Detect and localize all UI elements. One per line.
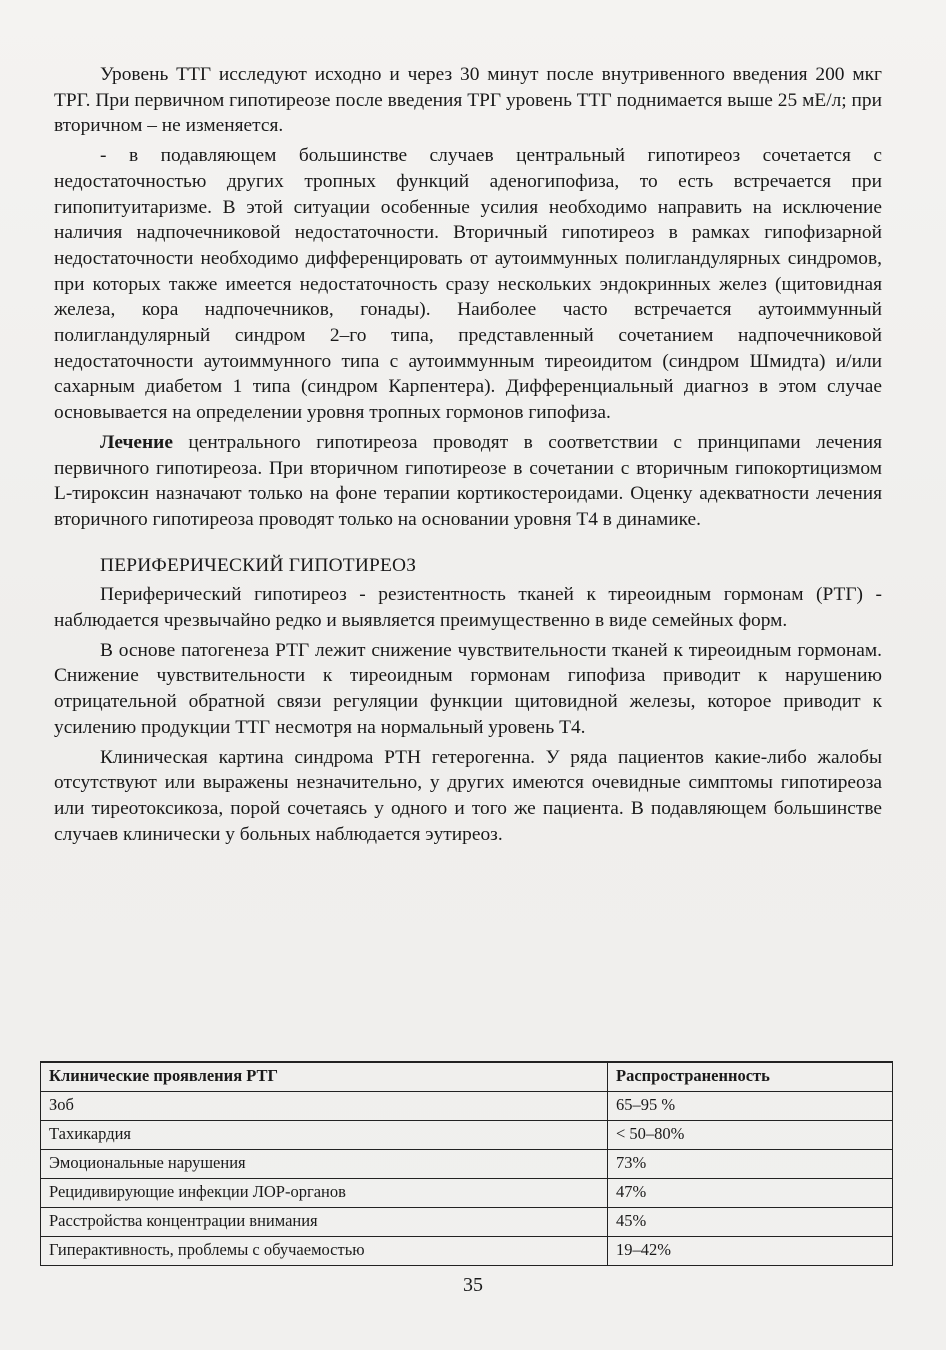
- table-header-row: [41, 1062, 893, 1092]
- table-cell-manifestation: Зоб: [41, 1092, 608, 1121]
- table-header-prevalence: Распространенность: [608, 1062, 893, 1092]
- treatment-lead: Лечение: [100, 431, 173, 453]
- table-cell-manifestation: Гиперактивность, проблемы с обучаемостью: [41, 1237, 608, 1266]
- table-row: [41, 1121, 893, 1150]
- table-row: [41, 1092, 893, 1121]
- table-row: [41, 1150, 893, 1179]
- section-heading: ПЕРИФЕРИЧЕСКИЙ ГИПОТИРЕОЗ: [100, 554, 417, 576]
- table-row: [41, 1179, 893, 1208]
- paragraph-ttg-test: Уровень ТТГ исследуют исходно и через 30 минут после внутривенного введения 200 мкг ТРГ. При первичном гипотиреозе после введения ТРГ уровень ТТГ поднимается выше 25 мЕ/л; при вторичном – не изменяется.: [54, 64, 882, 137]
- table-cell-prevalence: 19–42%: [608, 1237, 893, 1266]
- table-cell-prevalence: < 50–80%: [608, 1121, 893, 1150]
- table-row: [41, 1237, 893, 1266]
- paragraph-clinical-picture: Клиническая картина синдрома РТН гетерогенна. У ряда пациентов какие-либо жалобы отсутствуют или выражены незначительно, у других имеются очевидные симптомы гипотиреоза или тиреотоксикоза, порой сочетаясь у одного и того же пациента. В подавляющем большинстве случаев клинически у больных наблюдается эутиреоз.: [54, 746, 882, 845]
- table-cell-manifestation: Расстройства концентрации внимания: [41, 1208, 608, 1237]
- paragraph-central-hypothyroidism: - в подавляющем большинстве случаев центральный гипотиреоз сочетается с недостаточностью других тропных функций аденогипофиза, то есть встречается при гипопитуитаризме. В этой ситуации особенные усилия необходимо направить на исключение наличия надпочечниковой недостаточности. Вторичный гипотиреоз в рамках гипофизарной недостаточности необходимо дифференцировать от аутоиммунных полигландулярных синдромов, при которых также имеется недостаточность сразу нескольких эндокринных желез (щитовидная железа, кора надпочечников, гонады). Наиболее часто встречается аутоиммунный полигландулярный синдром 2–го типа, представленный сочетанием надпочечниковой недостаточности аутоиммунного типа с аутоиммунным тиреоидитом (синдром Шмидта) и/или сахарным диабетом 1 типа (синдром Карпентера). Дифференциальный диагноз в этом случае основывается на определении уровня тропных гормонов гипофиза.: [54, 145, 882, 424]
- table-cell-prevalence: 47%: [608, 1179, 893, 1208]
- table-cell-manifestation: Эмоциональные нарушения: [41, 1150, 608, 1179]
- table-cell-prevalence: 65–95 %: [608, 1092, 893, 1121]
- page-number: 35: [463, 1274, 483, 1296]
- text-column: [54, 62, 882, 847]
- rtg-manifestations-table: [40, 1061, 893, 1266]
- table-cell-prevalence: 45%: [608, 1208, 893, 1237]
- treatment-text: центрального гипотиреоза проводят в соответствии с принципами лечения первичного гипотиреоза. При вторичном гипотиреозе в сочетании с вторичным гипокортицизмом L-тироксин назначают только на фоне терапии кортикостероидами. Оценку адекватности лечения вторичного гипотиреоза проводят только на основании уровня Т4 в динамике.: [54, 431, 882, 530]
- table-cell-prevalence: 73%: [608, 1150, 893, 1179]
- paragraph-peripheral-definition: Периферический гипотиреоз - резистентность тканей к тиреоидным гормонам (РТГ) - наблюдается чрезвычайно редко и выявляется преимущественно в виде семейных форм.: [54, 584, 882, 632]
- rtg-table-wrap: [40, 1061, 893, 1266]
- paragraph-pathogenesis: В основе патогенеза РТГ лежит снижение чувствительности тканей к тиреоидным гормонам. Снижение чувствительности к тиреоидным гормонам гипофиза приводит к нарушению отрицательной обратной связи регуляции функции щитовидной железы, которое приводит к усилению продукции ТТГ несмотря на нормальный уровень Т4.: [54, 639, 882, 738]
- table-cell-manifestation: Рецидивирующие инфекции ЛОР-органов: [41, 1179, 608, 1208]
- table-cell-manifestation: Тахикардия: [41, 1121, 608, 1150]
- paragraph-treatment: [54, 430, 882, 533]
- table-row: [41, 1208, 893, 1237]
- table-header-manifestation: Клинические проявления РТГ: [41, 1062, 608, 1092]
